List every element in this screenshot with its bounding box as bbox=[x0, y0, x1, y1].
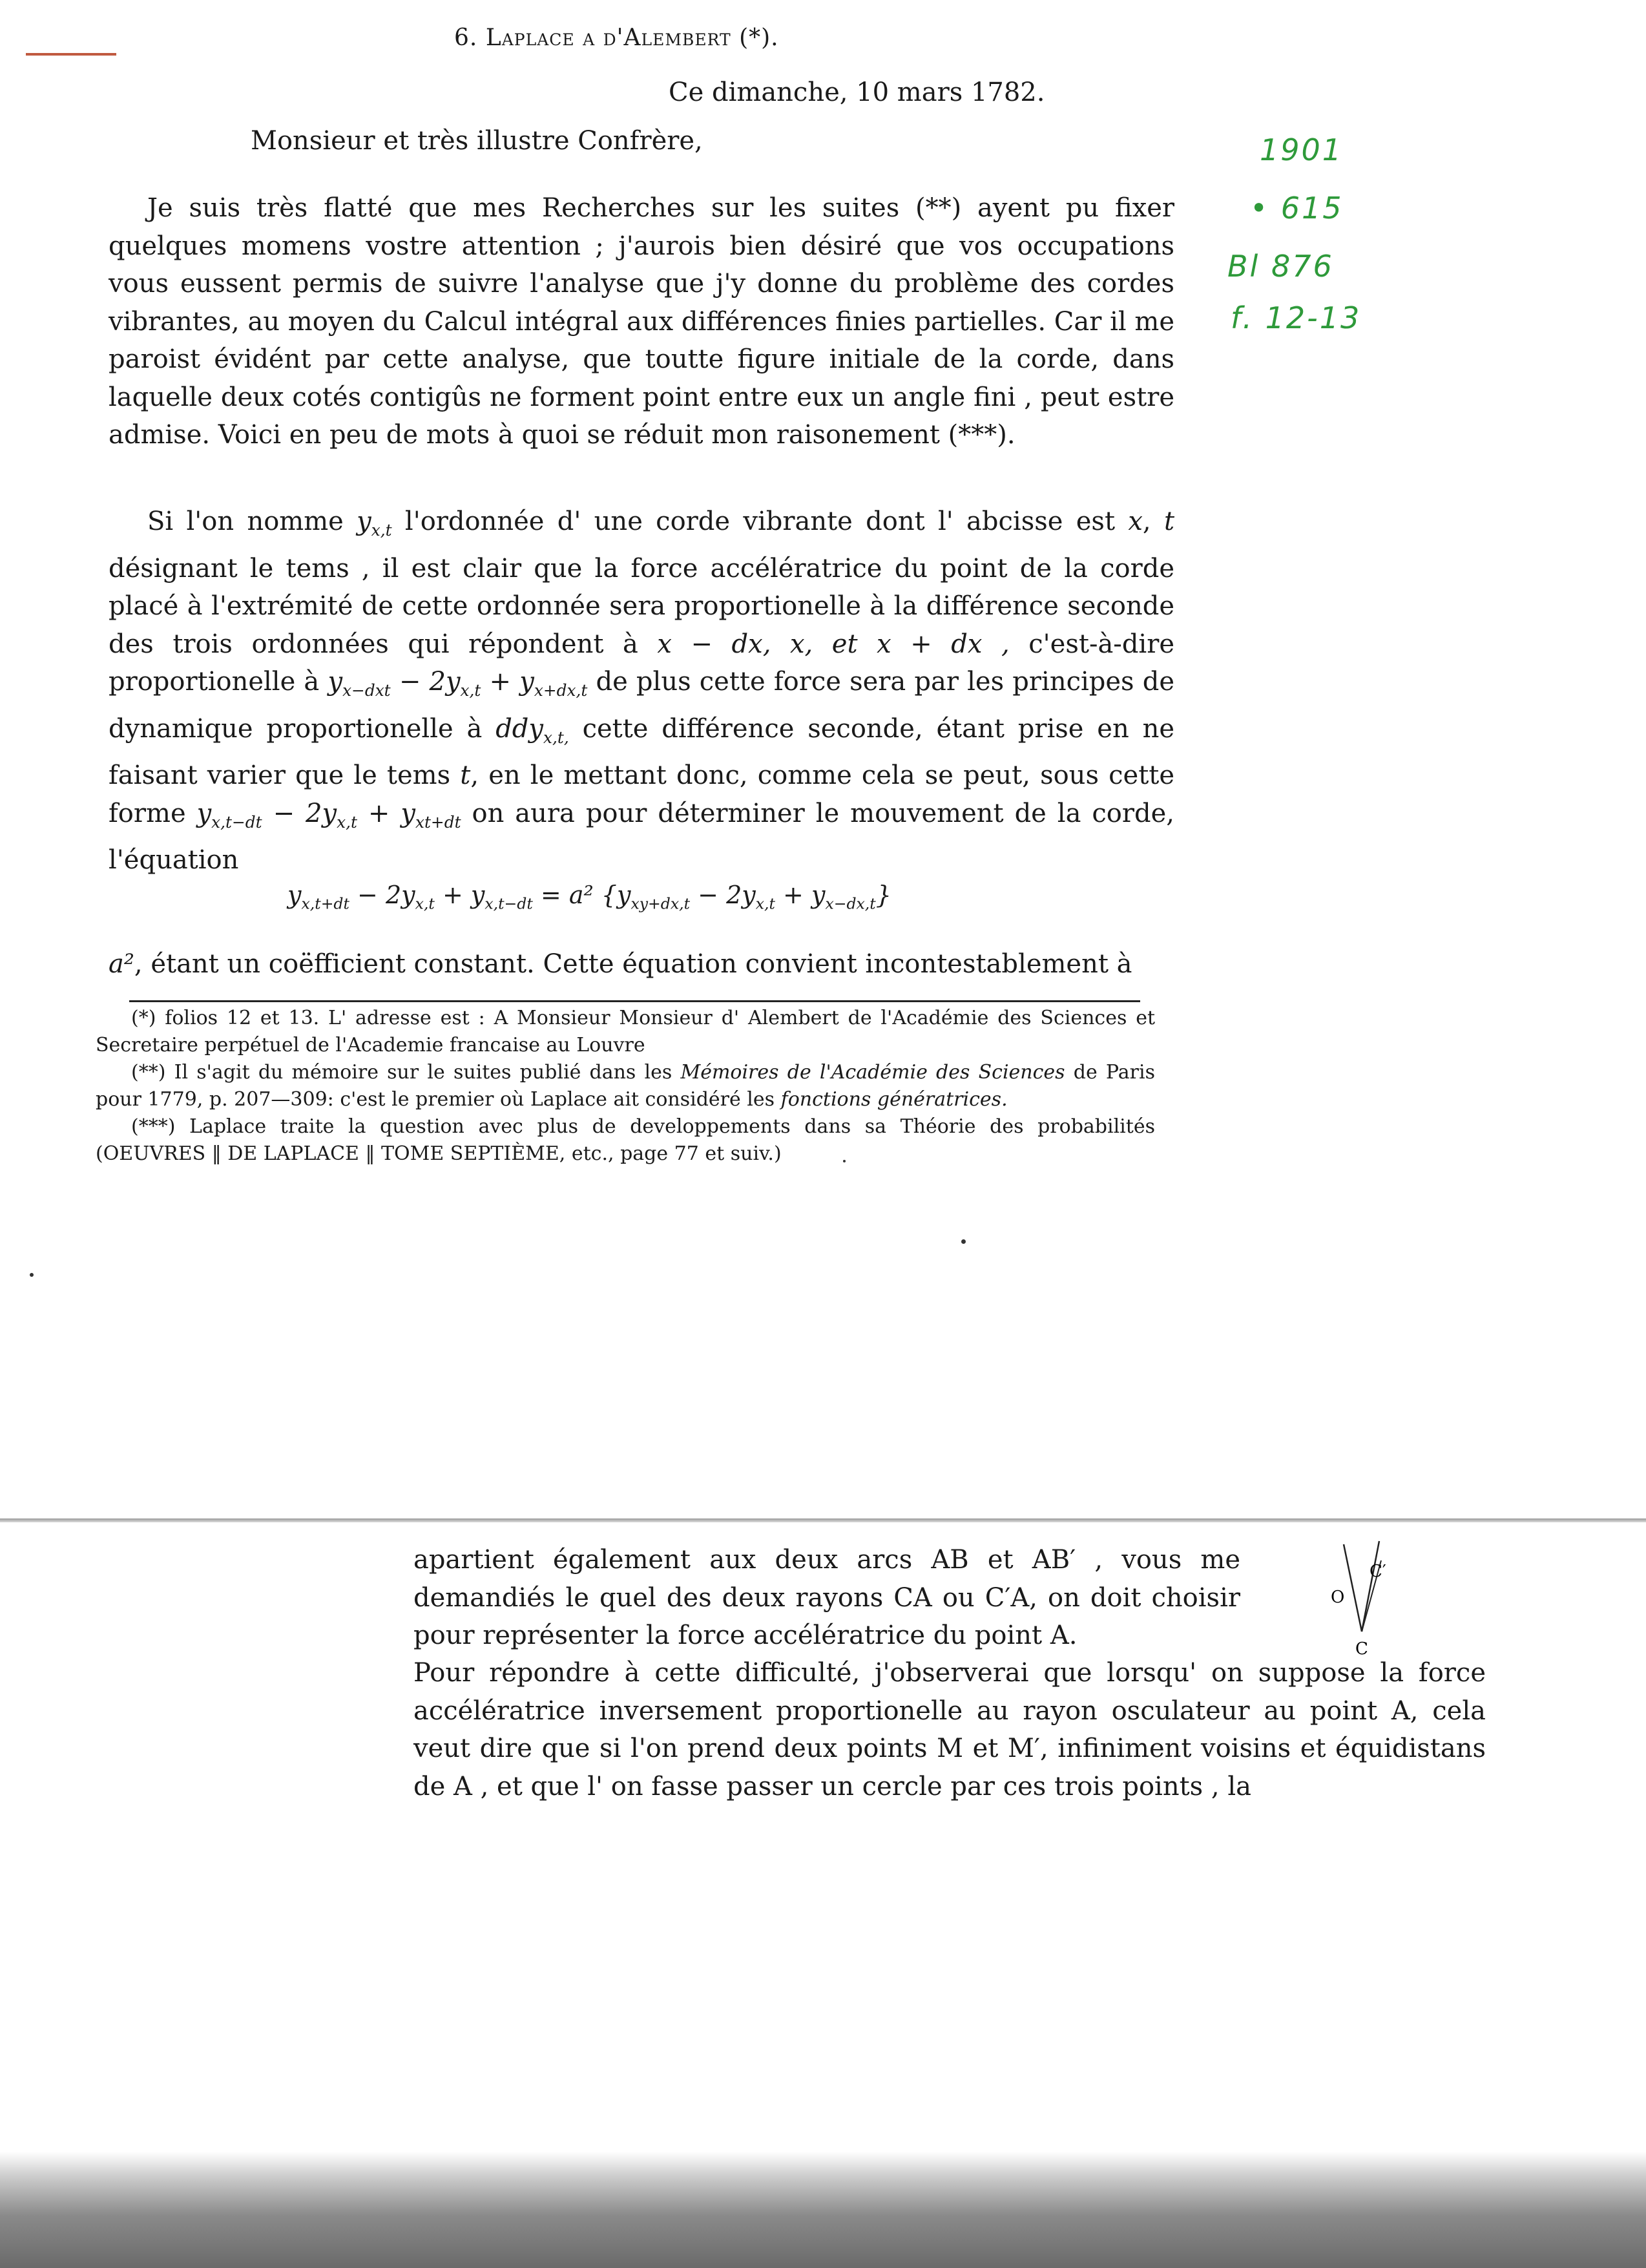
fragment-paragraph-1-text: apartient également aux deux arcs AB et AB′ , vous me demandiés le quel des deux rayons CA ou C′A, on doit choisir pour représenter la force accélératrice du point A. bbox=[413, 1545, 1240, 1650]
scan-shadow-band bbox=[0, 2152, 1646, 2268]
math-time-difference: $y_{x,t-dt} - 2y_{x,t} + y_{xt+dt}$ bbox=[196, 798, 461, 832]
figure-label-o: O bbox=[1331, 1588, 1345, 1607]
letter-date: Ce dimanche, 10 mars 1782. bbox=[669, 78, 1045, 107]
p2-segment-d: c'est-à-dire proportionelle à bbox=[109, 629, 1175, 697]
math-second-difference: $y_{x-dxt} - 2y_{x,t} + y_{x+dx,t}$ bbox=[328, 667, 588, 700]
red-pencil-mark bbox=[26, 53, 116, 56]
fragment-paragraph-1 bbox=[413, 1541, 1240, 1655]
math-ddy: ddy$_{x,t,}$ bbox=[495, 713, 569, 747]
math-t-2: t bbox=[460, 761, 471, 790]
letter-header bbox=[454, 25, 779, 51]
letter-title: Laplace a d'Alembert (*). bbox=[485, 25, 779, 51]
math-three-points: x − dx, x, et x + dx , bbox=[657, 629, 1010, 659]
footnote-1: (*) folios 12 et 13. L' adresse est : A Monsieur Monsieur d' Alembert de l'Académie des Sciences et Secretaire perpétuel de l'Academie francaise au Louvre bbox=[96, 1007, 1155, 1056]
paragraph-1-text: Je suis très flatté que mes Recherches sur les suites (**) ayent pu fixer quelques momens vostre attention ; j'aurois bien désiré que vos occupations vous eussent permis de suivre l'analyse que j'y donne du problème des cordes vibrantes, au moyen du Calcul intégral aux différences finies partielles. Car il me paroist évidént par cette analyse, que toutte figure initiale de la corde, dans laquelle deux cotés contigûs ne forment point entre eux un angle fini , peut estre admise. Voici en peu de mots à quoi se réduit mon raisonement (***). bbox=[109, 193, 1174, 450]
paragraph-3-text bbox=[109, 945, 1174, 983]
p2-segment-e: de plus cette force sera par les principes de dynamique proportionelle à bbox=[109, 667, 1175, 744]
salutation: Monsieur et très illustre Confrère, bbox=[251, 126, 703, 156]
p3-segment-a: , étant un coëfficient constant. Cette équation convient incontestablement à bbox=[134, 949, 1132, 979]
paragraph-2 bbox=[109, 503, 1174, 879]
footnotes bbox=[96, 1005, 1155, 1168]
fragment-paragraph-2 bbox=[413, 1654, 1486, 1805]
paragraph-1 bbox=[109, 189, 1174, 454]
math-a-squared: a² bbox=[109, 949, 134, 979]
speck bbox=[843, 1160, 846, 1162]
math-t: t bbox=[1163, 507, 1175, 536]
speck bbox=[30, 1273, 34, 1277]
vibrating-string-equation: $y_{x,t+dt} - 2y_{x,t} + y_{x,t-dt} = a^2$ $\{y_{xy+dx,t} - 2y_{x,t} + y_{x-dx,t}\}$ bbox=[287, 881, 891, 913]
math-y-xt: $y_{x,t}$ bbox=[357, 507, 392, 540]
p2-segment-f: cette différence seconde, étant prise en ne faisant varier que le tems bbox=[109, 713, 1175, 790]
p2-segment-h: on aura pour déterminer le mouvement de la corde, l'équation bbox=[109, 798, 1174, 875]
handwritten-shelfmark-3: Bl 876 bbox=[1227, 249, 1334, 284]
handwritten-shelfmark-1: 1901 bbox=[1260, 132, 1344, 167]
paste-boundary bbox=[0, 1518, 1646, 1522]
figure-svg bbox=[1324, 1531, 1402, 1661]
math-x: x bbox=[1128, 507, 1143, 536]
speck bbox=[961, 1239, 966, 1244]
p2-segment-a: Si l'on nomme bbox=[147, 507, 344, 536]
figure-line-left bbox=[1344, 1544, 1362, 1632]
paragraph-3 bbox=[109, 945, 1174, 983]
footnote-3: (***) Laplace traite la question avec plus de developpements dans sa Théorie des probabilités (OEUVRES ‖ DE LAPLACE ‖ TOME SEPTIÈME, etc., page 77 et suiv.) bbox=[96, 1115, 1155, 1165]
footnote-rule bbox=[129, 1000, 1140, 1002]
figure-line-right bbox=[1362, 1541, 1379, 1632]
paragraph-2-text: Si l'on nomme $y_{x,t}$ l'ordonnée d' une corde vibrante dont l' abcisse est x, t désignant le tems , il est clair que la force accélératrice du point de la corde placé à l'extrémité de cette ordonnée sera proportionelle à la différence seconde des trois ordonnées qui répondent à x − dx, x, et x + dx , c'est-à-dire proportionelle à $y_{x-dxt} - 2y_{x,t} + y_{x+dx,t}$ de plus cette force sera par les principes de dynamique proportionelle à ddy$_{x,t,}$ cette différence seconde, étant prise en ne faisant varier que le tems t, en le mettant donc, comme cela se peut, sous cette forme $y_{x,t-dt} - 2y_{x,t} + y_{xt+dt}$ on aura pour déterminer le mouvement de la corde, l'équation bbox=[109, 507, 1175, 875]
p2-segment-g: , en le mettant donc, comme cela se peut, sous cette forme bbox=[109, 761, 1175, 828]
letter-number: 6. bbox=[454, 25, 478, 51]
figure-label-c-prime: C′ bbox=[1370, 1562, 1386, 1581]
handwritten-shelfmark-4: f. 12-13 bbox=[1231, 300, 1362, 335]
handwritten-shelfmark-2: • 615 bbox=[1250, 191, 1344, 226]
p2-segment-b: l'ordonnée d' une corde vibrante dont l' abcisse est bbox=[404, 507, 1116, 536]
figure-label-c: C bbox=[1355, 1639, 1368, 1659]
p2-segment-c: désignant le tems , il est clair que la force accélératrice du point de la corde placé à l'extrémité de cette ordonnée sera proportionelle à la différence seconde des trois ordonnées qui répondent à bbox=[109, 553, 1174, 659]
footnote-2: (**) Il s'agit du mémoire sur le suites publié dans les Mémoires de l'Académie des Sciences de Paris pour 1779, p. 207—309: c'est le premier où Laplace ait considéré les fonctions génératrices. bbox=[96, 1061, 1155, 1111]
fragment-paragraph-2-text: Pour répondre à cette difficulté, j'observerai que lorsqu' on suppose la force accélératrice inversement proportionelle au rayon osculateur au point A, cela veut dire que si l'on prend deux points M et M′, infiniment voisins et équidistans de A , et que l' on fasse passer un cercle par ces trois points , la bbox=[413, 1658, 1486, 1801]
osculating-circle-figure bbox=[1324, 1531, 1402, 1661]
